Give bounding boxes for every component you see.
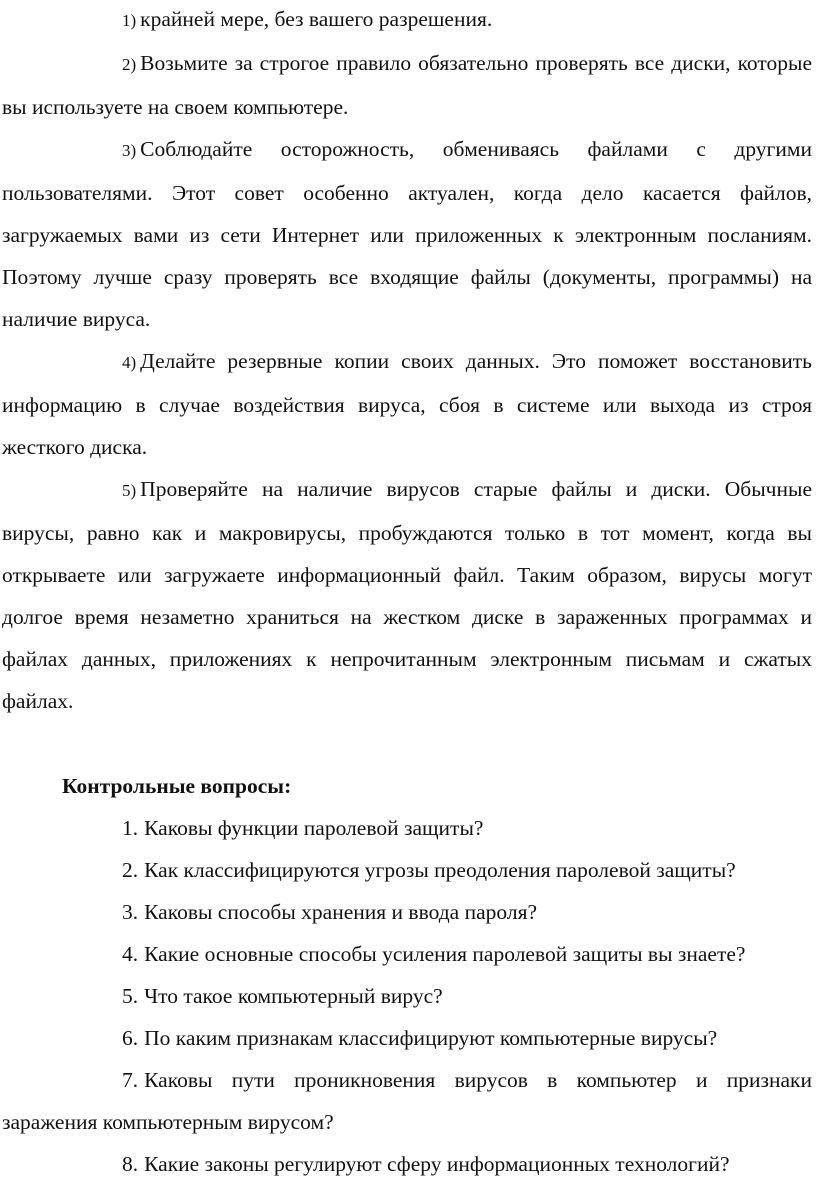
question-item [2, 849, 812, 891]
list-item [2, 128, 812, 340]
item-text: крайней мере, без вашего разрешения. [140, 7, 493, 31]
question-text: Каковы функции паролевой защиты? [144, 816, 484, 840]
item-number: 3) [122, 141, 137, 160]
item-number: 4) [122, 353, 137, 372]
question-number: 2. [122, 858, 139, 882]
item-text: Соблюдайте осторожность, обмениваясь файлами с другими пользователями. Этот совет особенно актуален, когда дело касается файлов, загружаемых вами из сети Интернет или приложенных к электронным посланиям. Поэтому лучше сразу проверять все входящие файлы (документы, программы) на наличие вируса. [2, 137, 812, 331]
question-number: 6. [122, 1026, 139, 1050]
question-number: 3. [122, 900, 139, 924]
list-item [2, 468, 812, 722]
questions-heading: Контрольные вопросы: [62, 774, 292, 798]
question-text: По каким признакам классифицируют компьютерные вирусы? [144, 1026, 718, 1050]
item-number: 5) [122, 481, 137, 500]
question-text: Каковы способы хранения и ввода пароля? [144, 900, 538, 924]
question-item [2, 807, 812, 849]
list-item [2, 42, 812, 128]
list-item [2, 340, 812, 468]
question-item [2, 1017, 812, 1059]
item-number: 2) [122, 55, 137, 74]
question-item [2, 891, 812, 933]
question-number: 8. [122, 1152, 139, 1176]
question-text: Какие основные способы усиления паролевой защиты вы знаете? [144, 942, 746, 966]
question-number: 7. [122, 1068, 139, 1092]
question-item [2, 975, 812, 1017]
question-text: Как классифицируются угрозы преодоления паролевой защиты? [144, 858, 736, 882]
question-number: 5. [122, 984, 139, 1008]
question-text: Что такое компьютерный вирус? [144, 984, 443, 1008]
item-text: Возьмите за строгое правило обязательно проверять все диски, которые вы используете на своем компьютере. [2, 51, 812, 119]
question-item [2, 1059, 812, 1143]
question-item [2, 933, 812, 975]
item-text: Делайте резервные копии своих данных. Это поможет восстановить информацию в случае воздействия вируса, сбоя в системе или выхода из строя жесткого диска. [2, 349, 812, 459]
spacer [2, 722, 812, 765]
list-item [2, 0, 812, 42]
question-item [2, 1143, 812, 1185]
question-text: Каковы пути проникновения вирусов в компьютер и признаки заражения компьютерным вирусом? [2, 1068, 812, 1134]
question-number: 4. [122, 942, 139, 966]
question-number: 1. [122, 816, 139, 840]
question-text: Какие законы регулируют сферу информационных технологий? [144, 1152, 730, 1176]
item-text: Проверяйте на наличие вирусов старые файлы и диски. Обычные вирусы, равно как и макровирусы, пробуждаются только в тот момент, когда вы открываете или загружаете информационный файл. Таким образом, вирусы могут долгое время незаметно храниться на жестком диске в зараженных программах и файлах данных, приложениях к непрочитанным электронным письмам и сжатых файлах. [2, 477, 812, 713]
item-number: 1) [122, 11, 137, 30]
